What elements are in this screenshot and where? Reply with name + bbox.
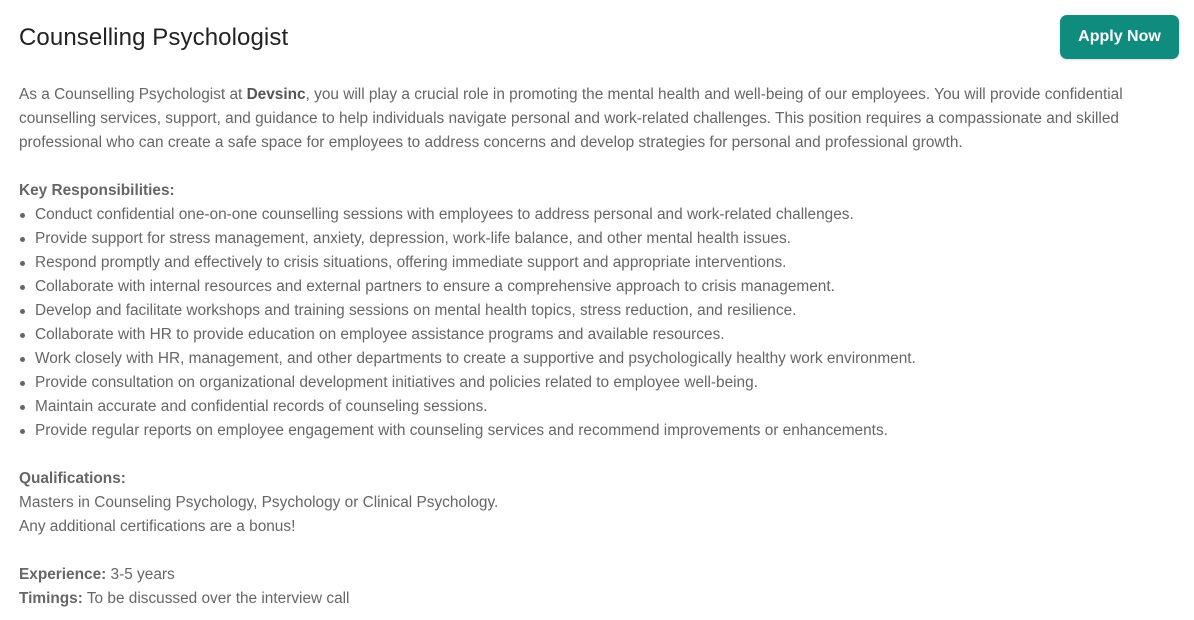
intro-paragraph — [19, 83, 1179, 155]
qualification-line: Any additional certifications are a bonus! — [19, 518, 296, 535]
qualification-line: Masters in Counseling Psychology, Psychology or Clinical Psychology. — [19, 494, 499, 511]
experience-value: 3-5 years — [106, 566, 175, 583]
list-item: Provide support for stress management, anxiety, depression, work-life balance, and other mental health issues. — [19, 227, 1179, 251]
timings-label: Timings: — [19, 590, 83, 607]
timings-value: To be discussed over the interview call — [82, 590, 350, 607]
list-item: Collaborate with internal resources and external partners to ensure a comprehensive approach to crisis management. — [19, 275, 1179, 299]
job-header — [19, 0, 1179, 76]
list-item: Conduct confidential one-on-one counselling sessions with employees to address personal and work-related challenges. — [19, 203, 1179, 227]
job-title: Counselling Psychologist — [19, 24, 289, 51]
intro-text-before: As a Counselling Psychologist at — [19, 86, 247, 103]
job-description — [19, 83, 1179, 611]
timings-row — [19, 587, 1179, 611]
details-section — [19, 563, 1179, 611]
list-item: Provide regular reports on employee engagement with counseling services and recommend improvements or enhancements. — [19, 419, 1179, 443]
responsibilities-list — [19, 203, 1179, 443]
qualifications-section — [19, 467, 1179, 539]
list-item: Collaborate with HR to provide education on employee assistance programs and available resources. — [19, 323, 1179, 347]
responsibilities-heading: Key Responsibilities: — [19, 182, 175, 199]
company-name: Devsinc — [246, 86, 306, 103]
experience-label: Experience: — [19, 566, 107, 583]
list-item: Respond promptly and effectively to crisis situations, offering immediate support and appropriate interventions. — [19, 251, 1179, 275]
intro-text-after: , you will play a crucial role in promoting the mental health and well-being of our employees. You will provide confidential counselling services, support, and guidance to help individuals navigate personal and work-related challenges. This position requires a compassionate and skilled professional who can create a safe space for employees to address concerns and develop strategies for personal and professional growth. — [19, 86, 1123, 151]
list-item: Develop and facilitate workshops and training sessions on mental health topics, stress reduction, and resilience. — [19, 299, 1179, 323]
qualifications-heading: Qualifications: — [19, 470, 126, 487]
list-item: Provide consultation on organizational development initiatives and policies related to employee well-being. — [19, 371, 1179, 395]
apply-now-button[interactable]: Apply Now — [1060, 15, 1179, 59]
experience-row — [19, 563, 1179, 587]
responsibilities-section — [19, 179, 1179, 443]
list-item: Work closely with HR, management, and other departments to create a supportive and psychologically healthy work environment. — [19, 347, 1179, 371]
list-item: Maintain accurate and confidential records of counseling sessions. — [19, 395, 1179, 419]
